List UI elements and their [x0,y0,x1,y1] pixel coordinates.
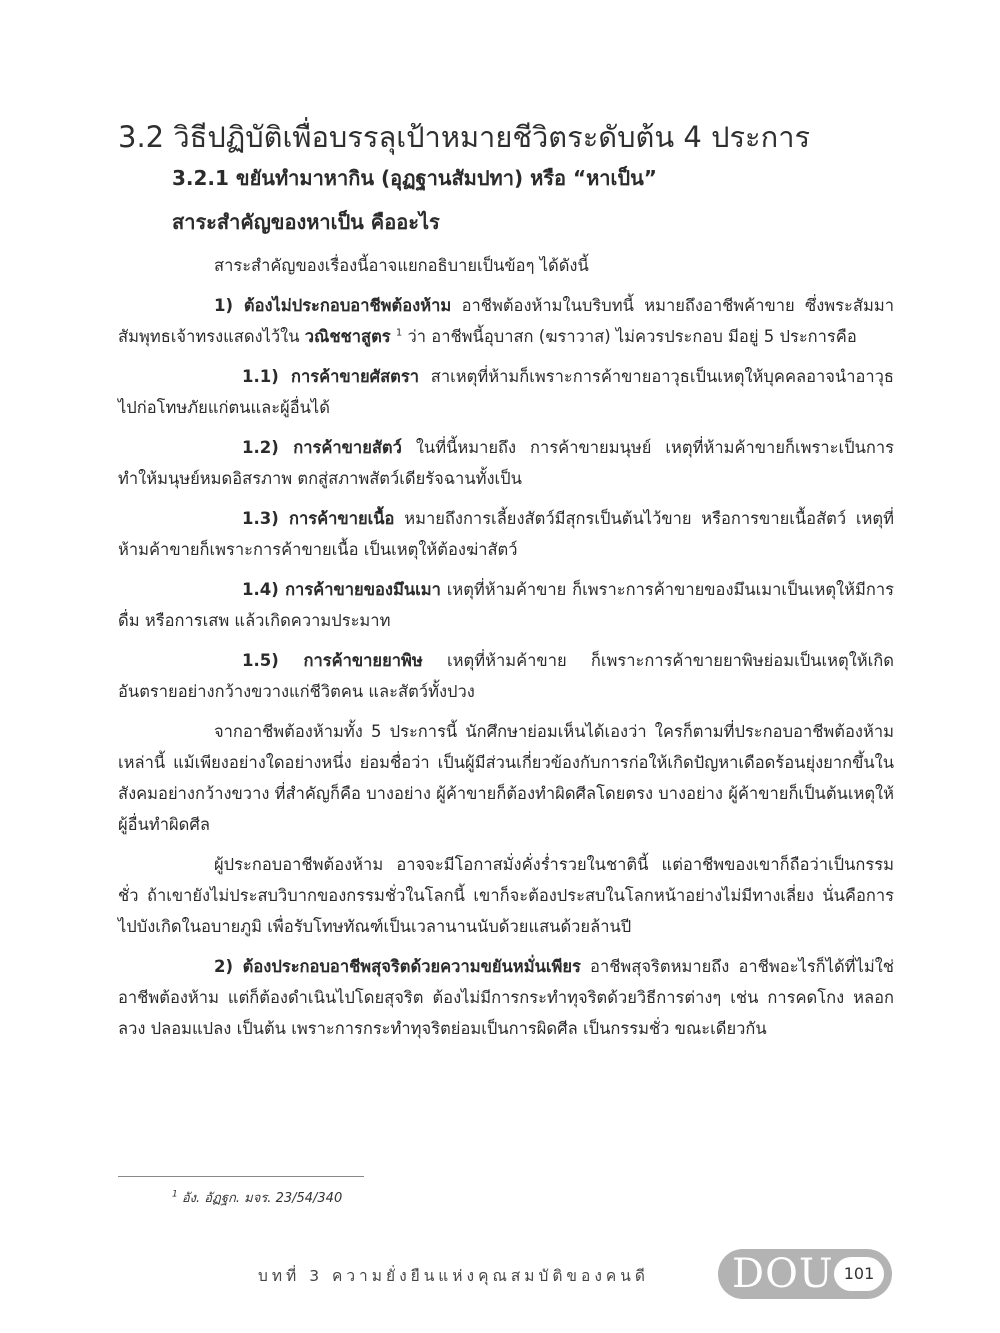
subitem-text: เหตุที่ห้ามค้าขาย ก็เพราะการค้าขายยาพิษย่อมเป็นเหตุให้เกิดอันตรายอย่างกว้างขวางแก่ชีวิตคน และสัตว์ทั้งปวง [118,651,894,701]
topic-title: สาระสำคัญของหาเป็น คืออะไร [172,210,440,234]
item-2-title: 2) ต้องประกอบอาชีพสุจริตด้วยความขยันหมั่นเพียร [214,957,581,976]
footnote [172,1187,342,1208]
dou-logo: DOU [732,1251,834,1297]
subitem-text: เหตุที่ห้ามค้าขาย ก็เพราะการค้าขายของมึนเมาเป็นเหตุให้มีการดื่ม หรือการเสพ แล้วเกิดความประมาท [118,580,894,630]
subitem-1-5 [118,645,894,707]
subitem-title: 1.5) การค้าขายยาพิษ [242,651,423,670]
body-content [118,118,894,1053]
subitem-text: สาเหตุที่ห้ามก็เพราะการค้าขายอาวุธเป็นเหตุให้บุคคลอาจนำอาวุธไปก่อโทษภัยแก่ตนและผู้อื่นได้ [118,367,894,417]
footnote-text: อัง. อัฏฐก. มจร. 23/54/340 [177,1191,343,1206]
item-2-paragraph [118,951,894,1044]
footnote-mark: 1 [172,1189,178,1200]
item-1-text-a: อาชีพต้องห้ามในบริบทนี้ หมายถึงอาชีพค้าขาย ซึ่งพระสัมมาสัมพุทธเจ้าทรงแสดงไว้ใน [118,296,894,346]
page-number: 101 [834,1257,884,1291]
summary-paragraph: จากอาชีพต้องห้ามทั้ง 5 ประการนี้ นักศึกษาย่อมเห็นได้เองว่า ใครก็ตามที่ประกอบอาชีพต้องห้ามเหล่านี้ แม้เพียงอย่างใดอย่างหนึ่ง ย่อมชื่อว่า เป็นผู้มีส่วนเกี่ยวข้องกับการก่อให้เกิดปัญหาเดือดร้อนยุ่งยากขึ้นในสังคมอย่างกว้างขวาง ที่สำคัญก็คือ บางอย่าง ผู้ค้าขายก็ต้องทำผิดศีลโดยตรง บางอย่าง ผู้ค้าขายก็เป็นต้นเหตุให้ผู้อื่นทำผิดศีล [118,722,894,834]
subitem-text: ในที่นี้หมายถึง การค้าขายมนุษย์ เหตุที่ห้ามค้าขายก็เพราะเป็นการทำให้มนุษย์หมดอิสรภาพ ตกสู่สภาพสัตว์เดียรัจฉานทั้งเป็น [118,438,894,488]
subitem-1-3 [118,503,894,565]
intro-paragraph: สาระสำคัญของเรื่องนี้อาจแยกอธิบายเป็นข้อๆ ได้ดังนี้ [214,256,589,275]
subitem-title: 1.1) การค้าขายศัสตรา [242,367,420,386]
running-footer-chapter: บทที่ 3 ความยั่งยืนแห่งคุณสมบัติของคนดี [258,1267,649,1285]
subitem-title: 1.2) การค้าขายสัตว์ [242,438,402,457]
sutta-name: วณิชชาสูตร [304,327,391,346]
subitem-title: 1.4) การค้าขายของมึนเมา [242,580,441,599]
item-1-title: 1) ต้องไม่ประกอบอาชีพต้องห้าม [214,296,452,315]
item-2-text: อาชีพสุจริตหมายถึง อาชีพอะไรก็ได้ที่ไม่ใช่อาชีพต้องห้าม แต่ก็ต้องดำเนินไปโดยสุจริต ต้องไม่มีการกระทำทุจริตด้วยวิธีการต่างๆ เช่น การคดโกง หลอกลวง ปลอมแปลง เป็นต้น เพราะการกระทำทุจริตย่อมเป็นการผิดศีล เป็นกรรมชั่ว ขณะเดียวกัน [118,957,894,1038]
subsection-heading: 3.2.1 ขยันทำมาหากิน (อุฏฐานสัมปทา) หรือ “หาเป็น” [172,166,657,190]
subitem-text: หมายถึงการเลี้ยงสัตว์มีสุกรเป็นต้นไว้ขาย หรือการขายเนื้อสัตว์ เหตุที่ห้ามค้าขายก็เพราะการค้าขายเนื้อ เป็นเหตุให้ต้องฆ่าสัตว์ [118,509,894,559]
item-1-paragraph [118,290,894,352]
consequence-paragraph: ผู้ประกอบอาชีพต้องห้าม อาจจะมีโอกาสมั่งคั่งร่ำรวยในชาตินี้ แต่อาชีพของเขาก็ถือว่าเป็นกรรมชั่ว ถ้าเขายังไม่ประสบวิบากของกรรมชั่วในโลกนี้ เขาก็จะต้องประสบในโลกหน้าอย่างไม่มีทางเลี่ยง นั่นคือการไปบังเกิดในอบายภูมิ เพื่อรับโทษทัณฑ์เป็นเวลานานนับด้วยแสนด้วยล้านปี [118,855,894,936]
item-1-text-b: ว่า อาชีพนี้อุบาสก (ฆราวาส) ไม่ควรประกอบ มีอยู่ 5 ประการคือ [402,327,857,346]
section-heading: 3.2 วิธีปฏิบัติเพื่อบรรลุเป้าหมายชีวิตระดับต้น 4 ประการ [118,120,811,154]
footnote-reference[interactable]: 1 [395,327,403,339]
subitem-1-1 [118,361,894,423]
subitem-title: 1.3) การค้าขายเนื้อ [242,509,395,528]
subitem-1-2 [118,432,894,494]
subitem-1-4 [118,574,894,636]
footer-tab [718,1249,892,1299]
footnote-divider [118,1176,364,1177]
